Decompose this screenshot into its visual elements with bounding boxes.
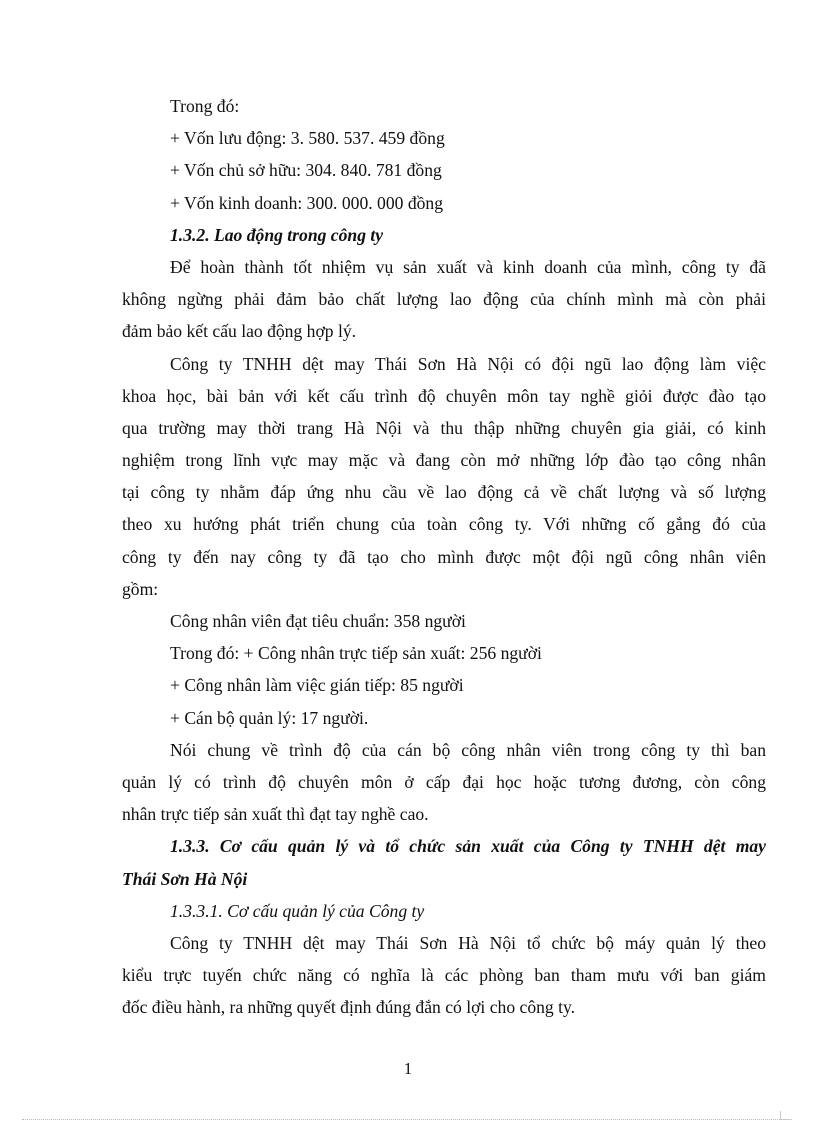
page-number: 1 bbox=[403, 1059, 413, 1078]
paragraph-2-line-7: công ty đến nay công ty đã tạo cho mình được một đội ngũ công nhân viên bbox=[122, 546, 766, 567]
paragraph-2-line-5: tại công ty nhằm đáp ứng nhu cầu về lao động cả về chất lượng và số lượng bbox=[122, 482, 766, 503]
paragraph-4-line-1: Công ty TNHH dệt may Thái Sơn Hà Nội tổ chức bộ máy quản lý theo bbox=[170, 932, 766, 953]
paragraph-4-line-3: đốc điều hành, ra những quyết định đúng đắn có lợi cho công ty. bbox=[122, 997, 576, 1018]
section-heading-1-3-2: 1.3.2. Lao động trong công ty bbox=[170, 224, 384, 245]
paragraph-3-line-1: Nói chung về trình độ của cán bộ công nhân viên trong công ty thì ban bbox=[170, 739, 766, 760]
staff-total-line: Công nhân viên đạt tiêu chuẩn: 358 người bbox=[170, 611, 466, 631]
managers-line: + Cán bộ quản lý: 17 người. bbox=[170, 707, 369, 728]
page-corner-mark bbox=[780, 1111, 789, 1120]
paragraph-3-line-3: nhân trực tiếp sản xuất thì đạt tay nghề cao. bbox=[122, 804, 429, 825]
section-heading-1-3-3-line-1: 1.3.3. Cơ cấu quản lý và tổ chức sản xuất của Công ty TNHH dệt may bbox=[170, 836, 766, 857]
subsection-heading-1-3-3-1: 1.3.3.1. Cơ cấu quản lý của Công ty bbox=[170, 900, 425, 921]
paragraph-2-line-6: theo xu hướng phát triển chung của toàn công ty. Với những cố gắng đó của bbox=[122, 514, 766, 535]
document-body bbox=[122, 90, 766, 1023]
direct-workers-line: Trong đó: + Công nhân trực tiếp sản xuất: 256 người bbox=[170, 643, 542, 664]
paragraph-3-line-2: quản lý có trình độ chuyên môn ở cấp đại học hoặc tương đương, còn công bbox=[122, 771, 766, 792]
paragraph-1-line-1: Để hoàn thành tốt nhiệm vụ sản xuất và kinh doanh của mình, công ty đã bbox=[170, 256, 766, 277]
paragraph-2-line-8: gồm: bbox=[122, 578, 159, 599]
equity-capital-line: + Vốn chủ sở hữu: 304. 840. 781 đồng bbox=[170, 160, 442, 181]
paragraph-4-line-2: kiểu trực tuyến chức năng có nghĩa là các phòng ban tham mưu với ban giám bbox=[122, 965, 766, 986]
paragraph-2-line-2: khoa học, bài bản với kết cấu trình độ chuyên môn tay nghề giỏi được đào tạo bbox=[122, 385, 766, 406]
paragraph-1-line-2: không ngừng phải đảm bảo chất lượng lao động của chính mình mà còn phải bbox=[122, 289, 766, 310]
paragraph-2-line-4: nghiệm trong lĩnh vực may mặc và đang còn mở những lớp đào tạo công nhân bbox=[122, 450, 766, 471]
capital-breakdown-intro: Trong đó: bbox=[170, 96, 240, 116]
working-capital-line: + Vốn lưu động: 3. 580. 537. 459 đồng bbox=[170, 128, 445, 149]
section-heading-1-3-3-line-2: Thái Sơn Hà Nội bbox=[122, 868, 248, 889]
indirect-workers-line: + Công nhân làm việc gián tiếp: 85 người bbox=[170, 675, 464, 696]
paragraph-2-line-3: qua trường may thời trang Hà Nội và thu thập những chuyên gia giải, có kinh bbox=[122, 417, 766, 438]
page-boundary-rule bbox=[22, 1119, 792, 1120]
paragraph-2-line-1: Công ty TNHH dệt may Thái Sơn Hà Nội có đội ngũ lao động làm việc bbox=[170, 353, 766, 374]
paragraph-1-line-3: đảm bảo kết cấu lao động hợp lý. bbox=[122, 321, 357, 342]
business-capital-line: + Vốn kinh doanh: 300. 000. 000 đồng bbox=[170, 192, 444, 213]
